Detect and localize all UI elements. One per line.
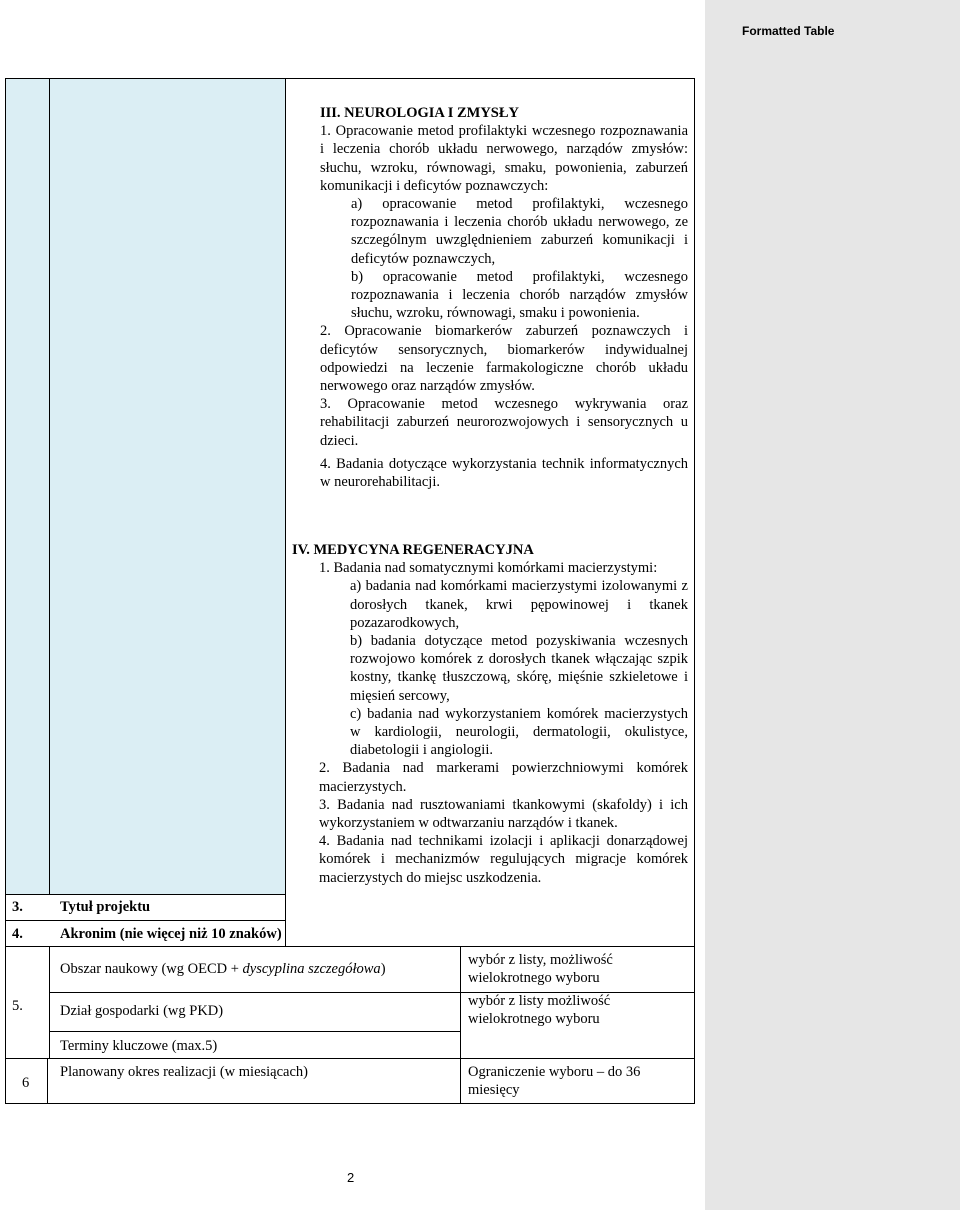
list-item: a) badania nad komórkami macierzystymi izolowanymi z dorosłych tkanek, krwi pępowinowej i tkanek pozazarodkowych,	[350, 578, 688, 631]
list-item: 4. Badania nad technikami izolacji i aplikacji donarządowej komórek i mechanizmów regulujących migracje komórek macierzystych do miejsc uszkodzenia.	[319, 833, 688, 886]
page-number: 2	[347, 1170, 355, 1185]
period-value: Ograniczenie wyboru – do 36 miesięcy	[468, 1064, 641, 1098]
section-neurologia	[320, 104, 688, 491]
section-heading: IV. MEDYCYNA REGENERACYJNA	[292, 542, 534, 558]
dzial-value: wybór z listy możliwość wielokrotnego wyboru	[468, 993, 611, 1027]
number-column-shading	[6, 79, 49, 894]
list-item: b) badania dotyczące metod pozyskiwania wczesnych rozwojowo komórek z dorosłych tkanek włączając szpik kostny, tkankę tłuszczową, skórę, mięśnie szkieletowe i mięsień sercowy,	[350, 633, 688, 704]
list-item: 2. Opracowanie biomarkerów zaburzeń poznawczych i deficytów sensorycznych, biomarkerów indywidualnej odpowiedzi na leczenie farmakologiczne chorób układu nerwowego oraz narządów zmysłów.	[320, 323, 688, 395]
divider	[49, 79, 50, 894]
list-item: 1. Badania nad somatycznymi komórkami macierzystymi:	[319, 560, 658, 577]
divider	[285, 79, 286, 894]
section-heading: III. NEUROLOGIA I ZMYSŁY	[320, 105, 520, 121]
list-item: 4. Badania dotyczące wykorzystania technik informatycznych w neurorehabilitacji.	[320, 455, 688, 491]
list-item: b) opracowanie metod profilaktyki, wczesnego rozpoznawania i leczenia chorób narządów zmysłów słuchu, wzroku, równowagi, smaku i powonienia.	[351, 268, 688, 322]
section-medycyna	[292, 541, 688, 887]
divider	[49, 946, 50, 1058]
divider	[6, 946, 694, 947]
list-item: 3. Badania nad rusztowaniami tkankowymi (skafoldy) i ich wykorzystaniem w odtwarzaniu narządów i tkanek.	[319, 796, 688, 832]
list-item: 1. Opracowanie metod profilaktyki wczesnego rozpoznawania i leczenia chorób układu nerwowego, narządów zmysłów: słuchu, wzroku, równowagi, smaku, powonienia, zaburzeń komunikacji i deficytów poznawczych:	[320, 123, 688, 194]
label-column-shading	[50, 79, 285, 894]
acronym-label: Akronim (nie więcej niż 10 znaków)	[60, 926, 282, 942]
row-number: 6	[22, 1075, 30, 1091]
comment-margin-pane	[705, 0, 960, 1210]
divider	[49, 1031, 460, 1032]
row-number: 5.	[12, 998, 23, 1014]
list-item: a) opracowanie metod profilaktyki, wczesnego rozpoznawania i leczenia chorób układu nerwowego, ze szczególnym uwzględnieniem zaburzeń komunikacji i deficytów poznawczych,	[351, 196, 688, 267]
divider	[6, 920, 285, 921]
divider	[6, 894, 285, 895]
obszar-label: Obszar naukowy (wg OECD + dyscyplina szczegółowa)	[60, 961, 386, 977]
divider	[460, 946, 461, 1104]
margin-label: Formatted Table	[742, 24, 835, 38]
list-item: 2. Badania nad markerami powierzchniowymi komórek macierzystych.	[319, 760, 688, 795]
terminy-label: Terminy kluczowe (max.5)	[60, 1038, 218, 1054]
title-label: Tytuł projektu	[60, 899, 151, 915]
divider	[6, 1058, 694, 1059]
row-number: 4.	[12, 926, 23, 942]
list-item: c) badania nad wykorzystaniem komórek macierzystych w kardiologii, neurologii, dermatologii, okulistyce, diabetologii i angiologii.	[350, 705, 688, 759]
obszar-value: wybór z listy, możliwość wielokrotnego wyboru	[468, 952, 613, 986]
list-item: 3. Opracowanie metod wczesnego wykrywania oraz rehabilitacji zaburzeń neurorozwojowych i sensorycznych u dzieci.	[320, 396, 688, 449]
period-label: Planowany okres realizacji (w miesiącach)	[60, 1064, 309, 1080]
divider	[285, 894, 286, 946]
divider	[47, 1058, 48, 1104]
dzial-label: Dział gospodarki (wg PKD)	[60, 1003, 224, 1019]
row-number: 3.	[12, 899, 23, 915]
